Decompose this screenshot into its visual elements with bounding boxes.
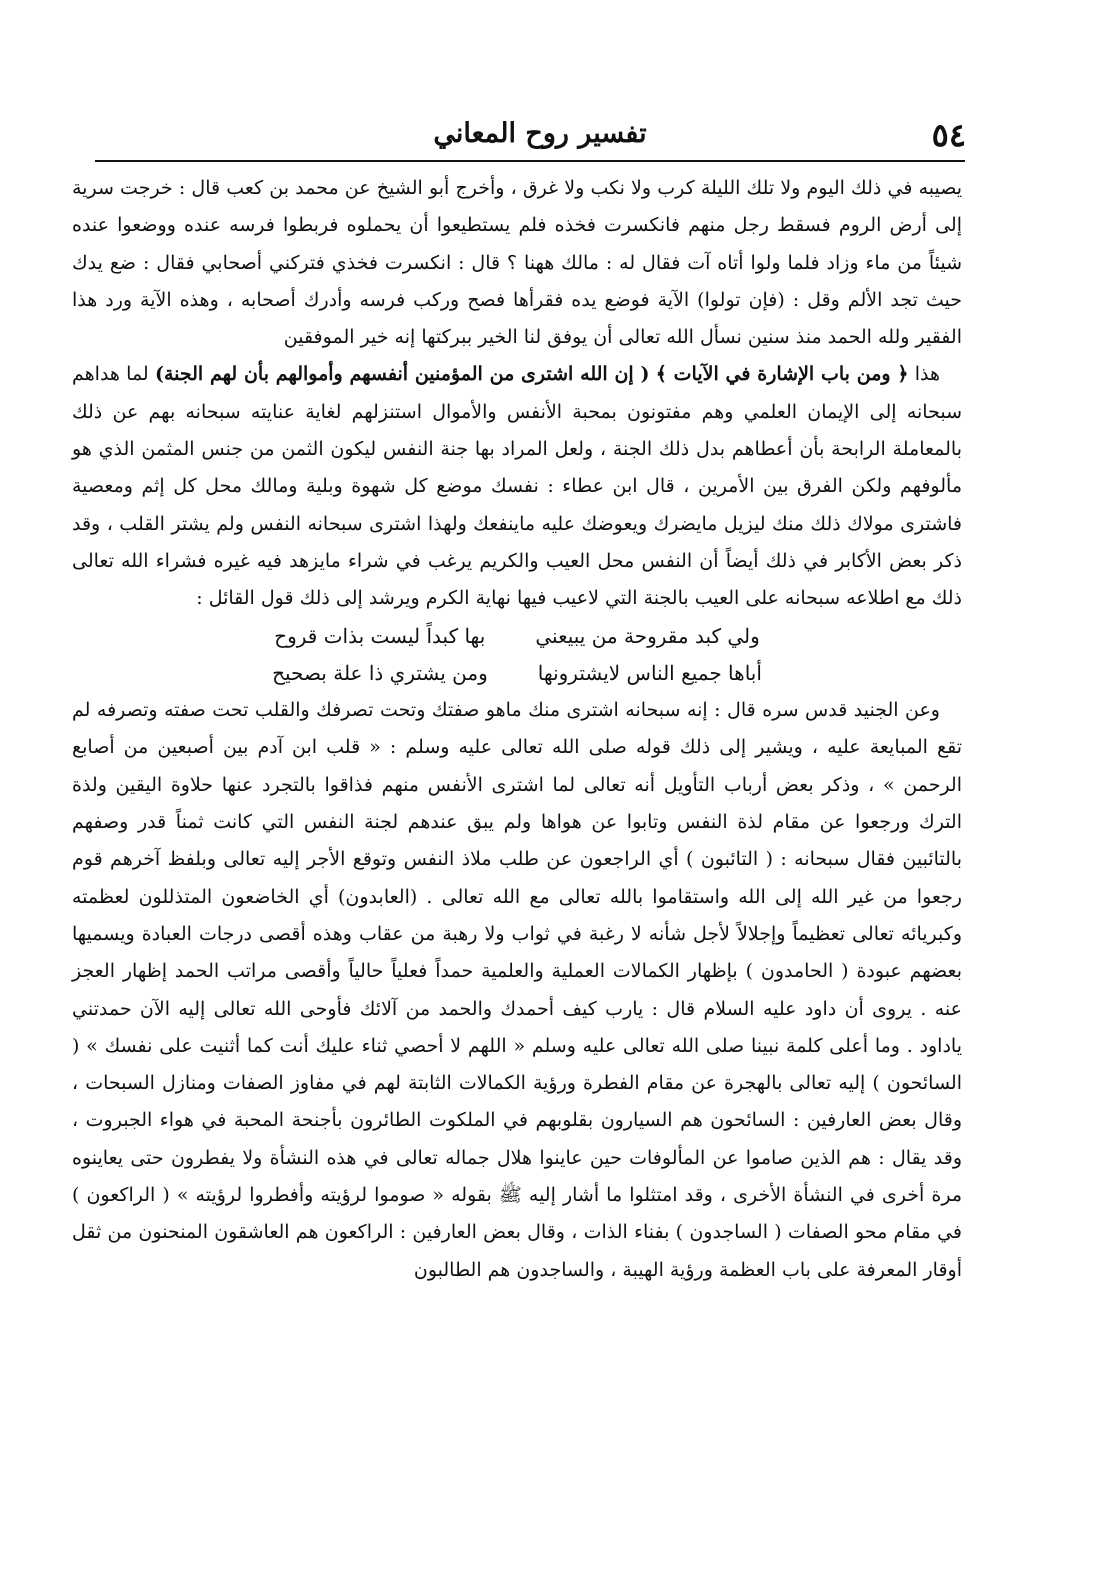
paragraph-3: وعن الجنيد قدس سره قال : إنه سبحانه اشترى منك ماهو صفتك وتحت تصرفك والقلب تحت صفته وتصرفه لم تقع المبايعة عليه ، ويشير إلى ذلك قوله صلى الله تعالى عليه وسلم : « قلب ابن آدم بين أصبعين من أصابع الرحمن » ، وذكر بعض أرباب التأويل أنه تعالى لما اشترى الأنفس منهم فذاقوا بالتجرد عنها حلاوة اليقين ولذة الترك ورجعوا عن مقام لذة النفس وتابوا عن هواها ولم يبق عندهم لجنة النفس التي كانت ثمناً قدر وصفهم بالتائبين فقال سبحانه : ( التائبون ) أي الراجعون عن طلب ملاذ النفس وتوقع الأجر إليه تعالى وبلفظ آخرهم قوم رجعوا من غير الله إلى الله واستقاموا بالله تعالى مع الله تعالى . (العابدون) أي الخاضعون المتذللون لعظمته وكبريائه تعالى تعظيماً وإجلالاً لأجل شأنه لا رغبة في ثواب ولا رهبة من عقاب وهذه أقصى درجات العبادة ويسميها بعضهم عبودة ( الحامدون ) بإظهار الكمالات العملية والعلمية حمداً فعلياً حالياً وأقصى مراتب الحمد إظهار العجز عنه . يروى أن داود عليه السلام قال : يارب كيف أحمدك والحمد من آلائك فأوحى الله تعالى إليه الآن حمدتني ياداود . وما أعلى كلمة نبينا صلى الله تعالى عليه وسلم « اللهم لا أحصي ثناء عليك أنت كما أثنيت على نفسك » ( السائحون ) إليه تعالى بالهجرة عن مقام الفطرة ورؤية الكمالات الثابتة لهم في مفاوز الصفات ومنازل السبحات ، وقال بعض العارفين : السائحون هم السيارون بقلوبهم في الملكوت الطائرون بأجنحة المحبة في هواء الجبروت ، وقد يقال : هم الذين صاموا عن المألوفات حين عاينوا هلال جماله تعالى في هذه النشأة ولا يفطرون حتى يعاينوه مرة أخرى في النشأة الأخرى ، وقد امتثلوا ما أشار إليه ﷺ بقوله « صوموا لرؤيته وأفطروا لرؤيته » ( الراكعون ) في مقام محو الصفات ( الساجدون ) بفناء الذات ، وقال بعض العارفين : الراكعون هم العاشقون المنحنون من ثقل أوقار المعرفة على باب العظمة ورؤية الهيبة ، والساجدون هم الطالبون bbox=[72, 699, 963, 1281]
poem-line-1-first-hemistich: ولي كبد مقروحة من يبيعني bbox=[535, 623, 760, 648]
section-heading: ﴿ ومن باب الإشارة في الآيات ﴾ bbox=[655, 363, 909, 386]
quoted-verse: ( إن الله اشترى من المؤمنين أنفسهم وأموالهم بأن لهم الجنة) bbox=[154, 363, 650, 386]
poem-line-1-second-hemistich: بها كبداً ليست بذات قروح bbox=[274, 623, 486, 648]
page-number: ٥٤ bbox=[931, 116, 966, 154]
page-body bbox=[72, 170, 962, 1289]
running-title: تفسير روح المعاني bbox=[433, 118, 647, 149]
poem-line-2-first-hemistich: أباها جميع الناس لايشترونها bbox=[537, 660, 762, 685]
paragraph-2-lead: هذا bbox=[914, 363, 941, 386]
header-rule bbox=[95, 160, 965, 162]
paragraph-2-text: لما هداهم سبحانه إلى الإيمان العلمي وهم مفتونون بمحبة الأنفس والأموال استنزلهم لغاية عنايته سبحانه بهم عن ذلك بالمعاملة الرابحة بأن أعطاهم بدل ذلك الجنة ، ولعل المراد بها جنة النفس ليكون الثمن من جنس المثمن الذي هو مألوفهم ولكن الفرق بين الأمرين ، قال ابن عطاء : نفسك موضع كل شهوة وبلية ومالك محل كل إثم ومعصية فاشترى مولاك ذلك منك ليزيل مايضرك ويعوضك عليه ماينفعك ولهذا اشترى سبحانه النفس ولم يشتر القلب ، وقد ذكر بعض الأكابر في ذلك أيضاً أن النفس محل العيب والكريم يرغب في شراء مايزهد فيه غيره فشراء الله تعالى ذلك مع اطلاعه سبحانه على العيب بالجنة التي لاعيب فيها نهاية الكرم ويرشد إلى ذلك قول القائل : bbox=[72, 363, 962, 610]
paragraph-2 bbox=[72, 356, 962, 617]
poem-line-1 bbox=[72, 618, 962, 655]
poem-line-2 bbox=[72, 655, 962, 692]
paragraph-1: يصيبه في ذلك اليوم ولا تلك الليلة كرب ولا نكب ولا غرق ، وأخرج أبو الشيخ عن محمد بن كعب قال : خرجت سرية إلى أرض الروم فسقط رجل منهم فانكسرت فخذه فلم يستطيعوا أن يحملوه فربطوا فرسه عنده ووضعوا عنده شيئاً من ماء وزاد فلما ولوا أتاه آت فقال له : مالك ههنا ؟ قال : انكسرت فخذي فتركني أصحابي فقال : ضع يدك حيث تجد الألم وقل : (فإن تولوا) الآية فوضع يده فقرأها فصح وركب فرسه وأدرك أصحابه ، وهذه الآية ورد هذا الفقير ولله الحمد منذ سنين نسأل الله تعالى أن يوفق لنا الخير ببركتها إنه خير الموفقين bbox=[72, 177, 962, 349]
poem-line-2-second-hemistich: ومن يشتري ذا علة بصحيح bbox=[272, 660, 488, 685]
page-header bbox=[80, 112, 1000, 162]
